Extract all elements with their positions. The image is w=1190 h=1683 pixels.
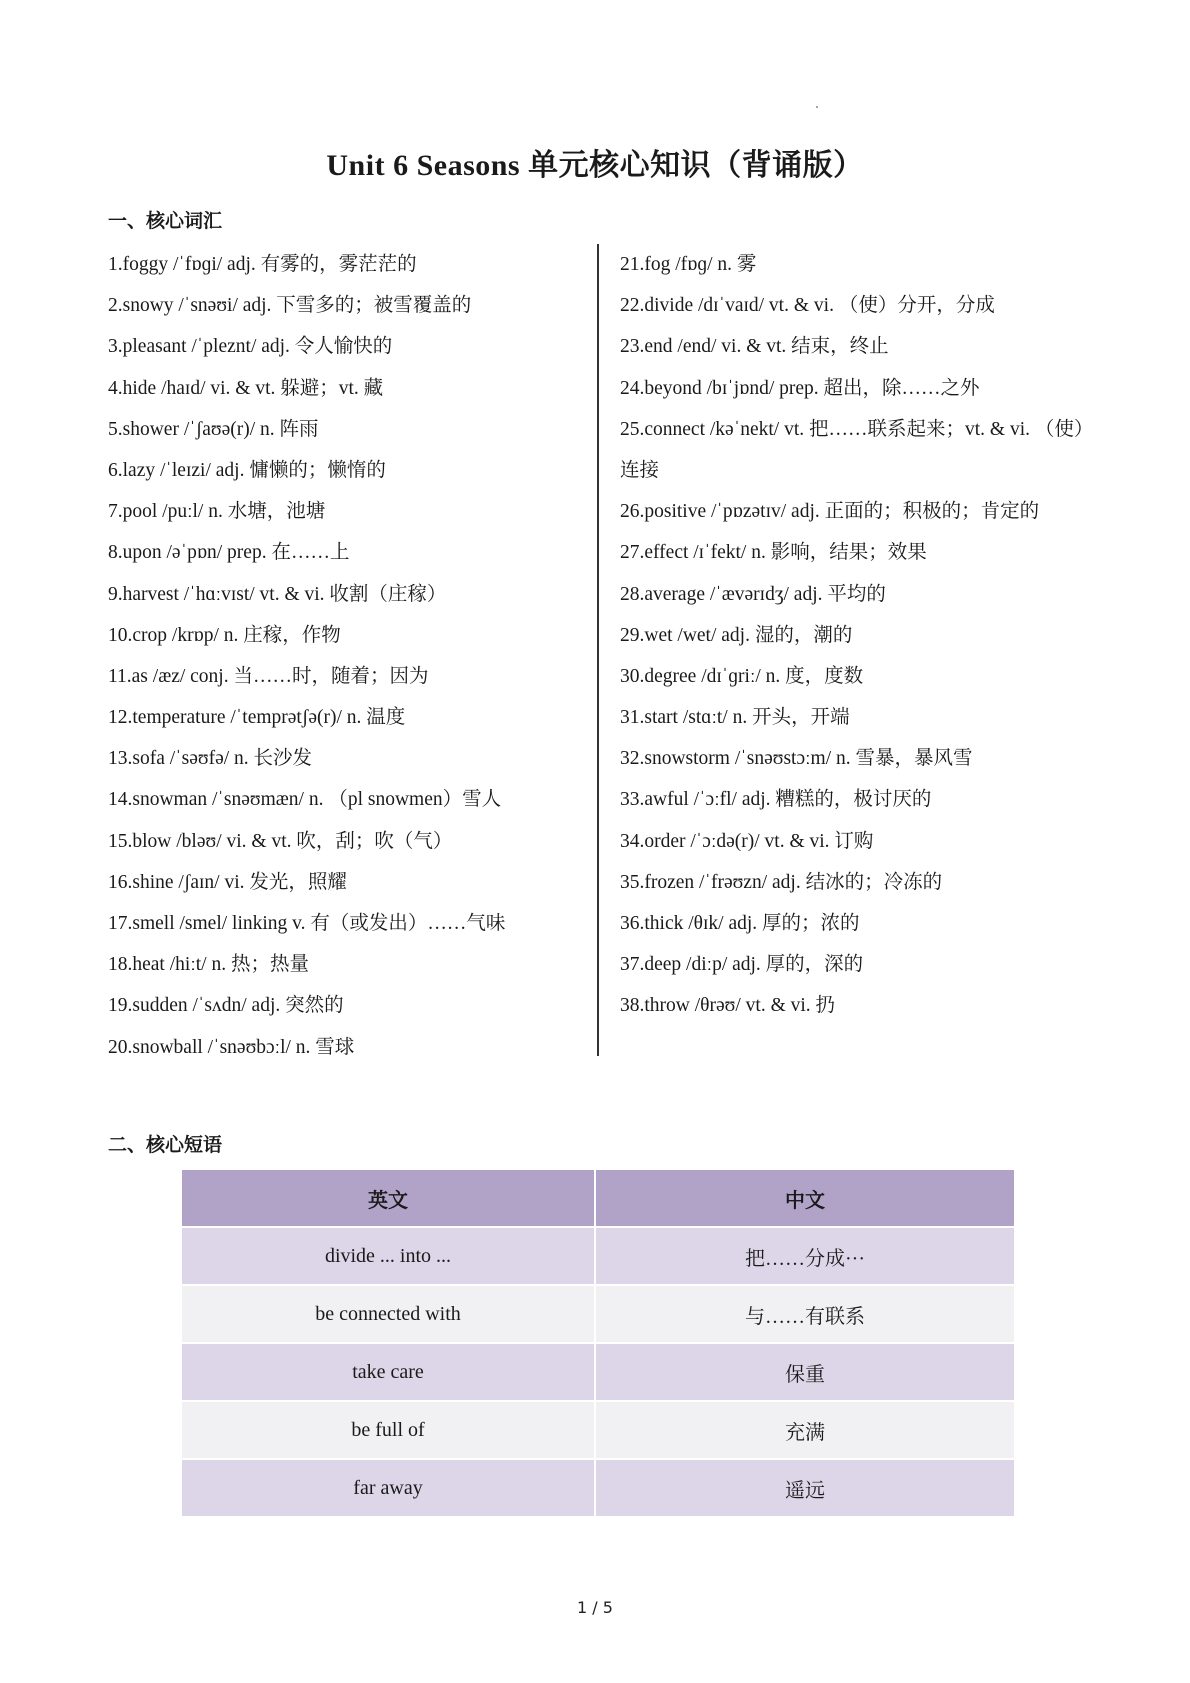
- table-row: [182, 1402, 1014, 1458]
- phrase-table: [180, 1168, 1016, 1518]
- vocab-item: 5.shower /ˈʃaʊə(r)/ n. 阵雨: [108, 418, 319, 440]
- vocab-item: 27.effect /ɪˈfekt/ n. 影响，结果；效果: [620, 542, 927, 564]
- vocab-item: 11.as /æz/ conj. 当……时，随着；因为: [108, 665, 429, 687]
- vocab-item: 4.hide /haɪd/ vi. & vt. 躲避；vt. 藏: [108, 377, 384, 399]
- vocab-item: 6.lazy /ˈleɪzi/ adj. 慵懒的；懒惰的: [108, 459, 386, 481]
- vocab-item: 8.upon /əˈpɒn/ prep. 在……上: [108, 542, 350, 564]
- vocab-item: 14.snowman /ˈsnəʊmæn/ n. （pl snowmen）雪人: [108, 789, 502, 811]
- page-title: Unit 6 Seasons 单元核心知识（背诵版）: [326, 149, 864, 182]
- column-header-chinese: 中文: [596, 1170, 1014, 1226]
- vocab-item: 38.throw /θrəʊ/ vt. & vi. 扔: [620, 995, 836, 1017]
- vocab-item: 24.beyond /bɪˈjɒnd/ prep. 超出，除……之外: [620, 377, 980, 399]
- phrase-chinese: 保重: [596, 1344, 1014, 1400]
- phrase-english: be full of: [182, 1402, 594, 1458]
- vocab-item: 12.temperature /ˈtemprətʃə(r)/ n. 温度: [108, 707, 406, 729]
- phrase-english: be connected with: [182, 1286, 594, 1342]
- vocab-item: 3.pleasant /ˈpleznt/ adj. 令人愉快的: [108, 336, 393, 358]
- vocab-list-right: [620, 244, 1100, 1027]
- vocab-item: 20.snowball /ˈsnəʊbɔːl/ n. 雪球: [108, 1036, 355, 1058]
- vocab-item: 37.deep /diːp/ adj. 厚的，深的: [620, 954, 864, 976]
- vocab-item: 32.snowstorm /ˈsnəʊstɔːm/ n. 雪暴，暴风雪: [620, 748, 973, 770]
- phrase-chinese: 充满: [596, 1402, 1014, 1458]
- vocab-section-heading: 一、核心词汇: [108, 210, 223, 232]
- vocab-item: 21.fog /fɒɡ/ n. 雾: [620, 254, 757, 275]
- phrase-chinese: 把……分成···: [596, 1228, 1014, 1284]
- vocab-item: 31.start /stɑːt/ n. 开头，开端: [620, 707, 850, 729]
- vocab-item: 30.degree /dɪˈɡriː/ n. 度，度数: [620, 665, 864, 687]
- vocab-item: 18.heat /hiːt/ n. 热；热量: [108, 954, 309, 976]
- vocab-item: 28.average /ˈævərɪdʒ/ adj. 平均的: [620, 583, 886, 605]
- vocab-item: 17.smell /smel/ linking v. 有（或发出）……气味: [108, 913, 506, 934]
- column-header-english: 英文: [182, 1170, 594, 1226]
- vocab-item: 1.foggy /ˈfɒɡi/ adj. 有雾的，雾茫茫的: [108, 254, 417, 275]
- vocab-item: 15.blow /bləʊ/ vi. & vt. 吹，刮；吹（气）: [108, 830, 453, 852]
- vocab-item: 34.order /ˈɔːdə(r)/ vt. & vi. 订购: [620, 830, 874, 852]
- vocab-item: 22.divide /dɪˈvaɪd/ vt. & vi. （使）分开，分成: [620, 295, 995, 317]
- vocab-item: 2.snowy /ˈsnəʊi/ adj. 下雪多的；被雪覆盖的: [108, 295, 472, 317]
- vocab-item: 9.harvest /ˈhɑːvɪst/ vt. & vi. 收割（庄稼）: [108, 583, 447, 605]
- vocab-item: 25.connect /kəˈnekt/ vt. 把……联系起来；vt. & vi. （使）连接: [620, 418, 1094, 481]
- vocab-item: 33.awful /ˈɔːfl/ adj. 糟糕的，极讨厌的: [620, 789, 932, 811]
- phrase-english: divide ... into ...: [182, 1228, 594, 1284]
- phrase-chinese: 遥远: [596, 1460, 1014, 1516]
- page-number: 1 / 5: [577, 1598, 613, 1617]
- phrase-section-heading: 二、核心短语: [108, 1134, 223, 1156]
- vocab-item: 26.positive /ˈpɒzətɪv/ adj. 正面的；积极的；肯定的: [620, 501, 1040, 523]
- vocab-item: 7.pool /puːl/ n. 水塘，池塘: [108, 501, 326, 523]
- table-header-row: [182, 1170, 1014, 1226]
- vocab-item: 10.crop /krɒp/ n. 庄稼，作物: [108, 624, 341, 646]
- vocab-item: 29.wet /wet/ adj. 湿的，潮的: [620, 624, 853, 646]
- vocab-list-left: [108, 244, 588, 1068]
- phrase-english: take care: [182, 1344, 594, 1400]
- table-row: [182, 1344, 1014, 1400]
- vocab-item: 13.sofa /ˈsəʊfə/ n. 长沙发: [108, 748, 313, 770]
- vocab-item: 35.frozen /ˈfrəʊzn/ adj. 结冰的；冷冻的: [620, 871, 943, 893]
- phrase-chinese: 与……有联系: [596, 1286, 1014, 1342]
- vocab-item: 19.sudden /ˈsʌdn/ adj. 突然的: [108, 995, 344, 1017]
- vocab-item: 23.end /end/ vi. & vt. 结束，终止: [620, 336, 889, 358]
- phrase-english: far away: [182, 1460, 594, 1516]
- table-row: [182, 1228, 1014, 1284]
- vocab-item: 36.thick /θɪk/ adj. 厚的；浓的: [620, 913, 860, 935]
- column-divider: [597, 244, 599, 1056]
- table-row: [182, 1460, 1014, 1516]
- table-row: [182, 1286, 1014, 1342]
- vocab-item: 16.shine /ʃaɪn/ vi. 发光，照耀: [108, 871, 347, 893]
- decorative-dot: [816, 106, 818, 108]
